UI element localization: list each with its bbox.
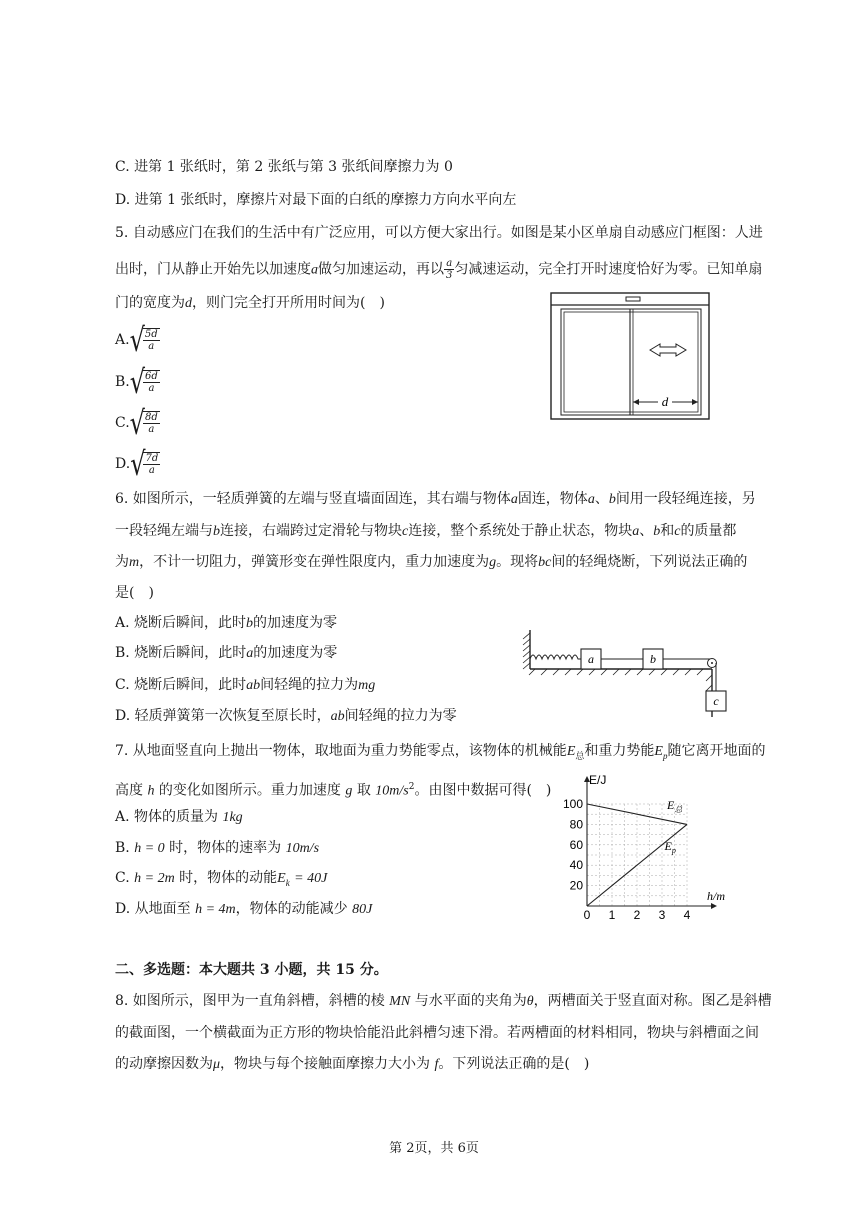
q6-option-c: C. 烧断后瞬间，此时ab间轻绳的拉力为mg — [115, 677, 376, 693]
q8-stem-line2: 的截面图，一个横截面为正方形的物块恰能沿此斜槽匀速下滑。若两槽面的材料相同，物块与斜槽面之间 — [115, 1025, 759, 1041]
x-tick-label: 1 — [608, 908, 616, 920]
q5-option-c: C.√ $\frac{8d}{a}$ — [115, 404, 158, 442]
series-label-p: $E_p$ — [664, 838, 676, 855]
q8-stem-line1: 8. 如图所示，图甲为一直角斜槽，斜槽的棱 MN 与水平面的夹角为θ，两槽面关于竖直面对称。图乙是斜槽 — [115, 993, 772, 1009]
chart-axes — [584, 776, 717, 909]
x-axis-label: h/m — [707, 889, 725, 903]
x-tick-label: 0 — [583, 908, 591, 920]
q7-option-b: B. h = 0 时，物体的速率为 10m/s — [115, 840, 320, 856]
energy-height-chart — [555, 770, 745, 920]
x-tick-label: 3 — [658, 908, 666, 920]
svg-text:c: c — [713, 694, 719, 708]
y-tick-label: 40 — [569, 858, 583, 873]
q5-stem-line2: 出时，门从静止开始先以加速度a做匀加速运动，再以 $\frac{a}{3}$ 匀减速运动，完全打开时速度恰好为零。已知单扇 — [115, 258, 763, 281]
x-axis-arrow — [711, 903, 717, 909]
q8-stem-line3: 的动摩擦因数为μ，物块与每个接触面摩擦力大小为 f。下列说法正确的是( ) — [115, 1056, 590, 1072]
y-tick-label: 20 — [569, 878, 583, 893]
q6-option-a: A. 烧断后瞬间，此时b的加速度为零 — [115, 615, 338, 631]
door-figure — [550, 292, 710, 420]
q6-stem-line1: 6. 如图所示，一轻质弹簧的左端与竖直墙面固连，其右端与物体a固连，物体a、b间用一段轻绳连接，另 — [115, 491, 756, 507]
q6-stem-line3: 为m，不计一切阻力，弹簧形变在弹性限度内，重力加速度为g。现将bc间的轻绳烧断，下列说法正确的 — [115, 554, 748, 570]
y-tick-label: 80 — [569, 817, 583, 832]
x-tick-label: 4 — [683, 908, 691, 920]
page-footer: 第 2页，共 6页 — [389, 1141, 479, 1156]
svg-text:b: b — [650, 652, 656, 666]
door-width-label: d — [661, 394, 669, 409]
q6-stem-line4: 是( ) — [115, 585, 154, 601]
series-label-total: $E_总$ — [667, 798, 683, 815]
y-axis-label: E/J — [589, 773, 607, 787]
q7-stem-line2: 高度 h 的变化如图所示。重力加速度 g 取 $10m/s^2$。由图中数据可得( ) — [115, 782, 552, 799]
q6-stem-line2: 一段轻绳左端与b连接，右端跨过定滑轮与物块c连接，整个系统处于静止状态，物块a、b和c的质量都 — [115, 523, 737, 539]
svg-text:a: a — [588, 652, 594, 666]
spring-pulley-figure — [515, 625, 730, 720]
q5-option-a: A.√ $\frac{5d}{a}$ — [115, 321, 158, 359]
q6-option-b: B. 烧断后瞬间，此时a的加速度为零 — [115, 645, 338, 661]
q6-option-d: D. 轻质弹簧第一次恢复至原长时，ab间轻绳的拉力为零 — [115, 708, 457, 724]
q7-option-d: D. 从地面至 h = 4m，物体的动能减少 80J — [115, 901, 373, 917]
chart-grid — [587, 804, 687, 906]
y-tick-label: 60 — [569, 837, 583, 852]
q4-option-d: D. 进第 1 张纸时，摩擦片对最下面的白纸的摩擦力方向水平向左 — [115, 192, 517, 208]
q5-fraction: $\frac{a}{3}$ — [446, 258, 453, 281]
q5-stem-line1: 5. 自动感应门在我们的生活中有广泛应用，可以方便大家出行。如图是某小区单扇自动感应门框图：人进 — [115, 225, 763, 241]
y-tick-label: 100 — [562, 797, 583, 811]
q7-option-c: C. h = 2m 时，物体的动能$E_k = 40J$ — [115, 870, 328, 888]
q5-option-d: D.√ $\frac{7d}{a}$ — [115, 445, 159, 483]
q7-option-a: A. 物体的质量为 1kg — [115, 809, 243, 825]
q4-option-c: C. 进第 1 张纸时，第 2 张纸与第 3 张纸间摩擦力为 0 — [115, 159, 453, 175]
double-arrow-icon — [650, 344, 686, 356]
q5-option-b: B.√ $\frac{6d}{a}$ — [115, 363, 158, 401]
x-tick-label: 2 — [633, 908, 641, 920]
section-2-heading: 二、多选题：本大题共 3 小题，共 15 分。 — [115, 962, 388, 978]
q7-stem-line1: 7. 从地面竖直向上抛出一物体，取地面为重力势能零点，该物体的机械能$E_总$和重力势能$E_p$随它离开地面的 — [115, 743, 766, 762]
spring — [530, 655, 581, 659]
q5-stem-line3: 门的宽度为d，则门完全打开所用时间为( ) — [115, 295, 385, 311]
